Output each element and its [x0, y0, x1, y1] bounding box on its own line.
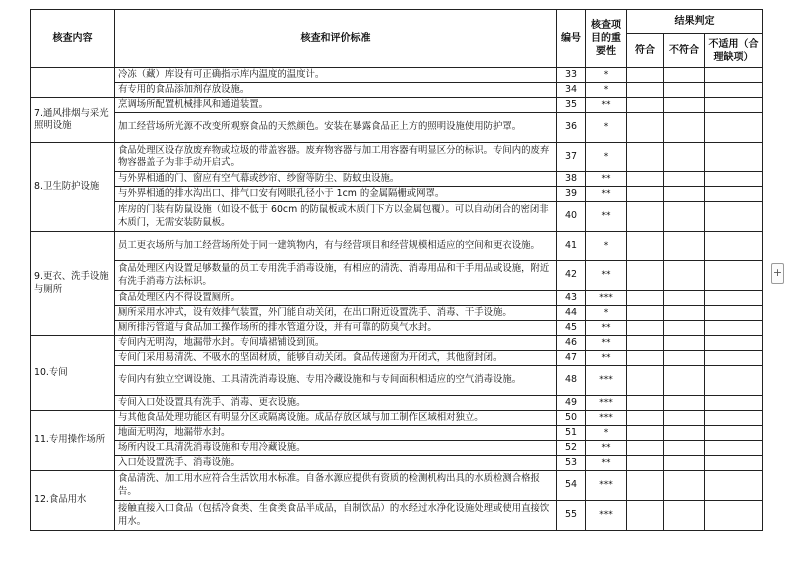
standard-text: 员工更衣场所与加工经营场所处于同一建筑物内，有与经营项目和经营规模相适应的空间和更衣设施。 [115, 232, 557, 261]
not-applicable-cell[interactable] [705, 232, 763, 261]
table-row [31, 396, 763, 411]
conform-cell[interactable] [627, 291, 664, 306]
header-result: 结果判定 [627, 10, 763, 34]
item-number: 50 [557, 411, 586, 426]
nonconform-cell[interactable] [664, 411, 705, 426]
category-cell-empty [31, 68, 115, 98]
not-applicable-cell[interactable] [705, 471, 763, 501]
conform-cell[interactable] [627, 98, 664, 113]
importance-level: * [586, 113, 627, 143]
nonconform-cell[interactable] [664, 68, 705, 83]
table-row [31, 456, 763, 471]
conform-cell[interactable] [627, 426, 664, 441]
importance-level: ** [586, 98, 627, 113]
not-applicable-cell[interactable] [705, 321, 763, 336]
not-applicable-cell[interactable] [705, 426, 763, 441]
table-row [31, 366, 763, 396]
item-number: 53 [557, 456, 586, 471]
conform-cell[interactable] [627, 232, 664, 261]
standard-text: 专间入口处设置具有洗手、消毒、更衣设施。 [115, 396, 557, 411]
standard-text: 加工经营场所光源不改变所观察食品的天然颜色。安装在暴露食品正上方的照明设施使用防护罩。 [115, 113, 557, 143]
conform-cell[interactable] [627, 202, 664, 232]
not-applicable-cell[interactable] [705, 187, 763, 202]
table-row [31, 113, 763, 143]
table-row [31, 68, 763, 83]
table-row [31, 351, 763, 366]
standard-text: 食品清洗、加工用水应符合生活饮用水标准。自备水源应提供有资质的检测机构出具的水质检测合格报告。 [115, 471, 557, 501]
not-applicable-cell[interactable] [705, 172, 763, 187]
item-number: 48 [557, 366, 586, 396]
not-applicable-cell[interactable] [705, 291, 763, 306]
importance-level: *** [586, 396, 627, 411]
conform-cell[interactable] [627, 321, 664, 336]
nonconform-cell[interactable] [664, 471, 705, 501]
table-row [31, 321, 763, 336]
not-applicable-cell[interactable] [705, 261, 763, 291]
conform-cell[interactable] [627, 336, 664, 351]
importance-level: *** [586, 501, 627, 531]
conform-cell[interactable] [627, 172, 664, 187]
conform-cell[interactable] [627, 366, 664, 396]
standard-text: 与其他食品处理功能区有明显分区或隔离设施。成品存放区域与加工制作区域相对独立。 [115, 411, 557, 426]
table-row [31, 291, 763, 306]
not-applicable-cell[interactable] [705, 113, 763, 143]
nonconform-cell[interactable] [664, 202, 705, 232]
table-row [31, 172, 763, 187]
item-number: 41 [557, 232, 586, 261]
conform-cell[interactable] [627, 83, 664, 98]
standard-text: 厕所排污管道与食品加工操作场所的排水管道分设，并有可靠的防臭气水封。 [115, 321, 557, 336]
importance-level: * [586, 306, 627, 321]
header-conform: 符合 [627, 34, 664, 68]
not-applicable-cell[interactable] [705, 336, 763, 351]
conform-cell[interactable] [627, 113, 664, 143]
standard-text: 库房的门装有防鼠设施（如设不低于 60cm 的防鼠板或木质门下方以金属包覆）。可以自动闭合的密闭非木质门，无需安装防鼠板。 [115, 202, 557, 232]
item-number: 33 [557, 68, 586, 83]
table-row [31, 202, 763, 232]
nonconform-cell[interactable] [664, 306, 705, 321]
nonconform-cell[interactable] [664, 456, 705, 471]
table-row [31, 336, 763, 351]
importance-level: ** [586, 351, 627, 366]
importance-level: ** [586, 336, 627, 351]
add-column-handle[interactable]: + [771, 263, 784, 284]
importance-level: * [586, 232, 627, 261]
header-nonconform: 不符合 [664, 34, 705, 68]
importance-level: *** [586, 366, 627, 396]
category-label: 10.专间 [31, 336, 115, 411]
standard-text: 食品处理区设存放废弃物或垃圾的带盖容器。废弃物容器与加工用容器有明显区分的标识。专间内的废弃物容器盖子为非手动开启式。 [115, 143, 557, 172]
standard-text: 厕所采用水冲式，设有效排气装置，外门能自动关闭，在出口附近设置洗手、消毒、干手设施。 [115, 306, 557, 321]
nonconform-cell[interactable] [664, 143, 705, 172]
item-number: 52 [557, 441, 586, 456]
header-not-applicable: 不适用（合理缺项） [705, 34, 763, 68]
importance-level: ** [586, 172, 627, 187]
importance-level: * [586, 68, 627, 83]
nonconform-cell[interactable] [664, 321, 705, 336]
conform-cell[interactable] [627, 261, 664, 291]
header-standard: 核查和评价标准 [115, 10, 557, 68]
importance-level: ** [586, 456, 627, 471]
item-number: 54 [557, 471, 586, 501]
not-applicable-cell[interactable] [705, 83, 763, 98]
conform-cell[interactable] [627, 441, 664, 456]
table-row [31, 187, 763, 202]
standard-text: 食品处理区内设置足够数量的员工专用洗手消毒设施，有相应的清洗、消毒用品和干手用品或设施，附近有洗手消毒方法标识。 [115, 261, 557, 291]
standard-text: 与外界相通的门、窗应有空气幕或纱帘、纱窗等防尘、防蚊虫设施。 [115, 172, 557, 187]
category-label: 9.更衣、洗手设施与厕所 [31, 232, 115, 336]
standard-text: 接触直接入口食品（包括冷食类、生食类食品半成品，自制饮品）的水经过水净化设施处理或使用直接饮用水。 [115, 501, 557, 531]
table-row [31, 411, 763, 426]
importance-level: ** [586, 441, 627, 456]
item-number: 35 [557, 98, 586, 113]
item-number: 40 [557, 202, 586, 232]
conform-cell[interactable] [627, 351, 664, 366]
item-number: 43 [557, 291, 586, 306]
standard-text: 食品处理区内不得设置厕所。 [115, 291, 557, 306]
not-applicable-cell[interactable] [705, 202, 763, 232]
not-applicable-cell[interactable] [705, 456, 763, 471]
nonconform-cell[interactable] [664, 187, 705, 202]
nonconform-cell[interactable] [664, 426, 705, 441]
standard-text: 场所内设工具清洗消毒设施和专用冷藏设施。 [115, 441, 557, 456]
nonconform-cell[interactable] [664, 83, 705, 98]
nonconform-cell[interactable] [664, 172, 705, 187]
conform-cell[interactable] [627, 68, 664, 83]
standard-text: 烹调场所配置机械排风和通道装置。 [115, 98, 557, 113]
item-number: 49 [557, 396, 586, 411]
importance-level: *** [586, 471, 627, 501]
nonconform-cell[interactable] [664, 396, 705, 411]
standard-text: 入口处设置洗手、消毒设施。 [115, 456, 557, 471]
header-importance: 核查项目的重要性 [586, 10, 627, 68]
conform-cell[interactable] [627, 396, 664, 411]
item-number: 51 [557, 426, 586, 441]
table-row [31, 232, 763, 261]
conform-cell[interactable] [627, 187, 664, 202]
table-row [31, 501, 763, 531]
nonconform-cell[interactable] [664, 98, 705, 113]
conform-cell[interactable] [627, 456, 664, 471]
not-applicable-cell[interactable] [705, 68, 763, 83]
importance-level: * [586, 83, 627, 98]
conform-cell[interactable] [627, 411, 664, 426]
importance-level: ** [586, 202, 627, 232]
nonconform-cell[interactable] [664, 113, 705, 143]
item-number: 39 [557, 187, 586, 202]
item-number: 37 [557, 143, 586, 172]
importance-level: * [586, 143, 627, 172]
conform-cell[interactable] [627, 306, 664, 321]
not-applicable-cell[interactable] [705, 501, 763, 531]
header-category: 核查内容 [31, 10, 115, 68]
conform-cell[interactable] [627, 143, 664, 172]
nonconform-cell[interactable] [664, 366, 705, 396]
standard-text: 专间门采用易清洗、不吸水的坚固材质，能够自动关闭。食品传递窗为开闭式，其他窗封闭。 [115, 351, 557, 366]
nonconform-cell[interactable] [664, 441, 705, 456]
item-number: 44 [557, 306, 586, 321]
table-row [31, 441, 763, 456]
importance-level: ** [586, 321, 627, 336]
category-label: 8.卫生防护设施 [31, 143, 115, 232]
not-applicable-cell[interactable] [705, 441, 763, 456]
conform-cell[interactable] [627, 471, 664, 501]
category-label: 12.食品用水 [31, 471, 115, 531]
not-applicable-cell[interactable] [705, 143, 763, 172]
table-row [31, 261, 763, 291]
importance-level: *** [586, 291, 627, 306]
importance-level: *** [586, 411, 627, 426]
header-number: 编号 [557, 10, 586, 68]
standard-text: 有专用的食品添加剂存放设施。 [115, 83, 557, 98]
not-applicable-cell[interactable] [705, 411, 763, 426]
not-applicable-cell[interactable] [705, 98, 763, 113]
table-row [31, 426, 763, 441]
nonconform-cell[interactable] [664, 351, 705, 366]
item-number: 36 [557, 113, 586, 143]
nonconform-cell[interactable] [664, 232, 705, 261]
nonconform-cell[interactable] [664, 336, 705, 351]
table-row [31, 471, 763, 501]
item-number: 38 [557, 172, 586, 187]
item-number: 45 [557, 321, 586, 336]
importance-level: ** [586, 187, 627, 202]
nonconform-cell[interactable] [664, 291, 705, 306]
standard-text: 冷冻（藏）库设有可正确指示库内温度的温度计。 [115, 68, 557, 83]
standard-text: 专间内无明沟，地漏带水封。专间墙裙铺设到顶。 [115, 336, 557, 351]
not-applicable-cell[interactable] [705, 351, 763, 366]
item-number: 42 [557, 261, 586, 291]
importance-level: ** [586, 261, 627, 291]
category-label: 7.通风排烟与采光照明设施 [31, 98, 115, 143]
table-row [31, 83, 763, 98]
item-number: 47 [557, 351, 586, 366]
not-applicable-cell[interactable] [705, 306, 763, 321]
standard-text: 地面无明沟，地漏带水封。 [115, 426, 557, 441]
not-applicable-cell[interactable] [705, 396, 763, 411]
conform-cell[interactable] [627, 501, 664, 531]
item-number: 55 [557, 501, 586, 531]
table-row [31, 98, 763, 113]
importance-level: * [586, 426, 627, 441]
standard-text: 专间内有独立空调设施、工具清洗消毒设施、专用冷藏设施和与专间面积相适应的空气消毒设施。 [115, 366, 557, 396]
item-number: 34 [557, 83, 586, 98]
standard-text: 与外界相通的排水沟出口、排气口安有网眼孔径小于 1cm 的金属隔栅或网罩。 [115, 187, 557, 202]
nonconform-cell[interactable] [664, 501, 705, 531]
nonconform-cell[interactable] [664, 261, 705, 291]
inspection-table [30, 9, 763, 531]
table-row [31, 306, 763, 321]
item-number: 46 [557, 336, 586, 351]
category-label: 11.专用操作场所 [31, 411, 115, 471]
not-applicable-cell[interactable] [705, 366, 763, 396]
table-row [31, 143, 763, 172]
